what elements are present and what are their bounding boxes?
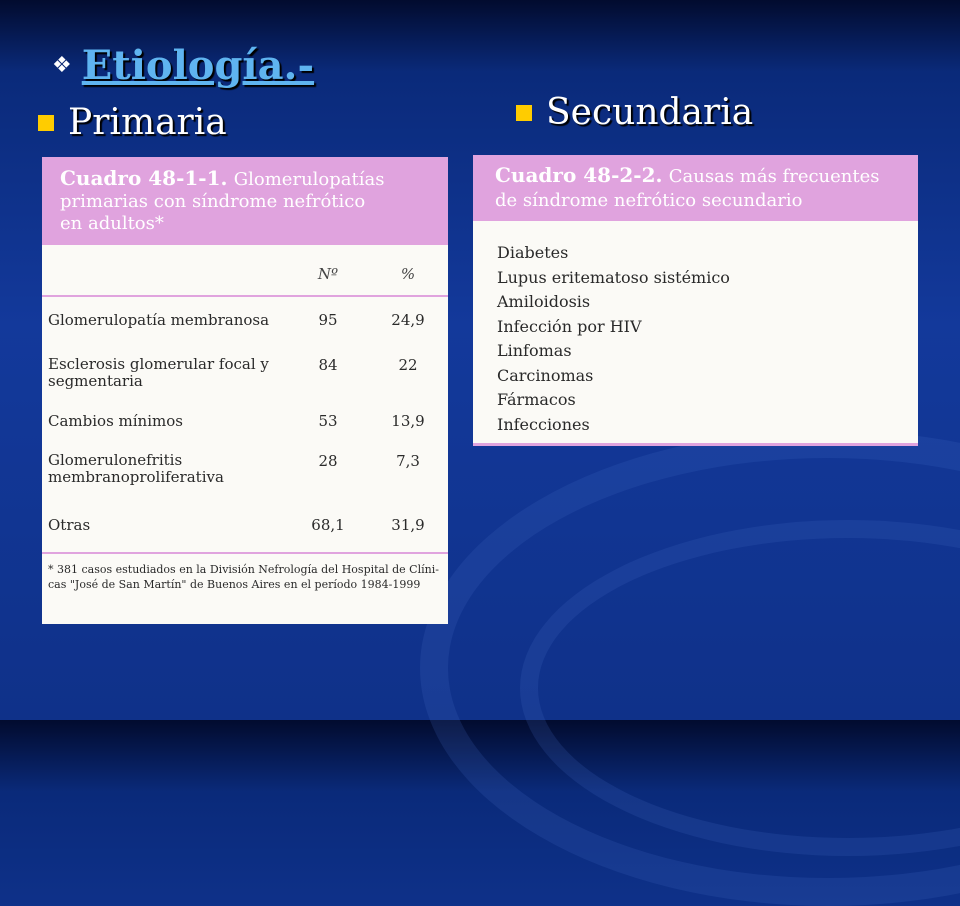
list-item: Lupus eritematoso sistémico (497, 267, 730, 287)
bullet-label: Secundaria (546, 92, 754, 133)
table-secondary-header (473, 155, 918, 221)
bullet-label: Primaria (68, 102, 227, 143)
row-name: Esclerosis glomerular focal y (48, 355, 269, 373)
row-pct: 13,9 (391, 412, 425, 430)
row-pct: 24,9 (391, 311, 425, 329)
table-secondary-card (473, 155, 918, 446)
table-row (42, 444, 448, 506)
title-link[interactable]: Etiología.- (81, 42, 315, 89)
diamond-bullet-icon: ❖ (52, 53, 72, 78)
row-pct: 7,3 (396, 452, 420, 470)
square-bullet-icon (38, 115, 54, 131)
table-title-line1: Causas más frecuentes (668, 166, 880, 187)
footnote-line: cas "José de San Martín" de Buenos Aires en el período 1984-1999 (48, 578, 421, 591)
table-row (42, 506, 448, 552)
column-header-name (42, 245, 288, 295)
table-code: Cuadro 48-1-1. (60, 166, 228, 190)
row-n: 95 (318, 311, 338, 329)
row-n: 53 (318, 412, 338, 430)
column-header-n: Nº (317, 265, 339, 283)
row-n: 84 (318, 356, 338, 374)
row-pct: 22 (398, 356, 418, 374)
list-item: Diabetes (497, 243, 569, 262)
row-name: Glomerulopatía membranosa (48, 311, 270, 329)
glomerulopathy-table (42, 245, 448, 552)
table-row (42, 404, 448, 444)
list-item: Infecciones (497, 414, 590, 434)
row-name: Otras (48, 516, 91, 534)
list-item: Infección por HIV (497, 316, 642, 336)
row-n: 28 (318, 452, 338, 470)
row-name-cont: membranoproliferativa (48, 468, 224, 486)
footnote-line: * 381 casos estudiados en la División Nefrología del Hospital de Clíni- (48, 563, 439, 576)
list-item: Fármacos (497, 390, 576, 409)
table-row (42, 342, 448, 404)
divider (473, 443, 918, 446)
table-primary-header (42, 157, 448, 245)
secondary-causes-list (473, 221, 918, 437)
list-item: Amiloidosis (497, 292, 591, 311)
list-item: Linfomas (497, 341, 572, 360)
column-header-pct: % (400, 265, 416, 283)
table-code: Cuadro 48-2-2. (495, 163, 663, 187)
table-row (42, 296, 448, 342)
table-title-line3: en adultos* (60, 213, 164, 234)
table-footnote (42, 552, 448, 600)
bullet-secundaria (516, 92, 753, 133)
table-primary-card (42, 157, 448, 624)
slide-title (52, 42, 314, 89)
list-item: Carcinomas (497, 365, 594, 385)
row-name-cont: segmentaria (48, 372, 143, 390)
bullet-primaria (38, 102, 227, 143)
row-name: Glomerulonefritis (48, 451, 183, 469)
row-name: Cambios mínimos (48, 412, 183, 430)
table-title-line1: Glomerulopatías (233, 169, 385, 190)
row-n: 68,1 (311, 516, 345, 534)
row-pct: 31,9 (391, 516, 425, 534)
table-title-line2: de síndrome nefrótico secundario (495, 190, 803, 211)
square-bullet-icon (516, 105, 532, 121)
table-title-line2: primarias con síndrome nefrótico (60, 191, 366, 212)
